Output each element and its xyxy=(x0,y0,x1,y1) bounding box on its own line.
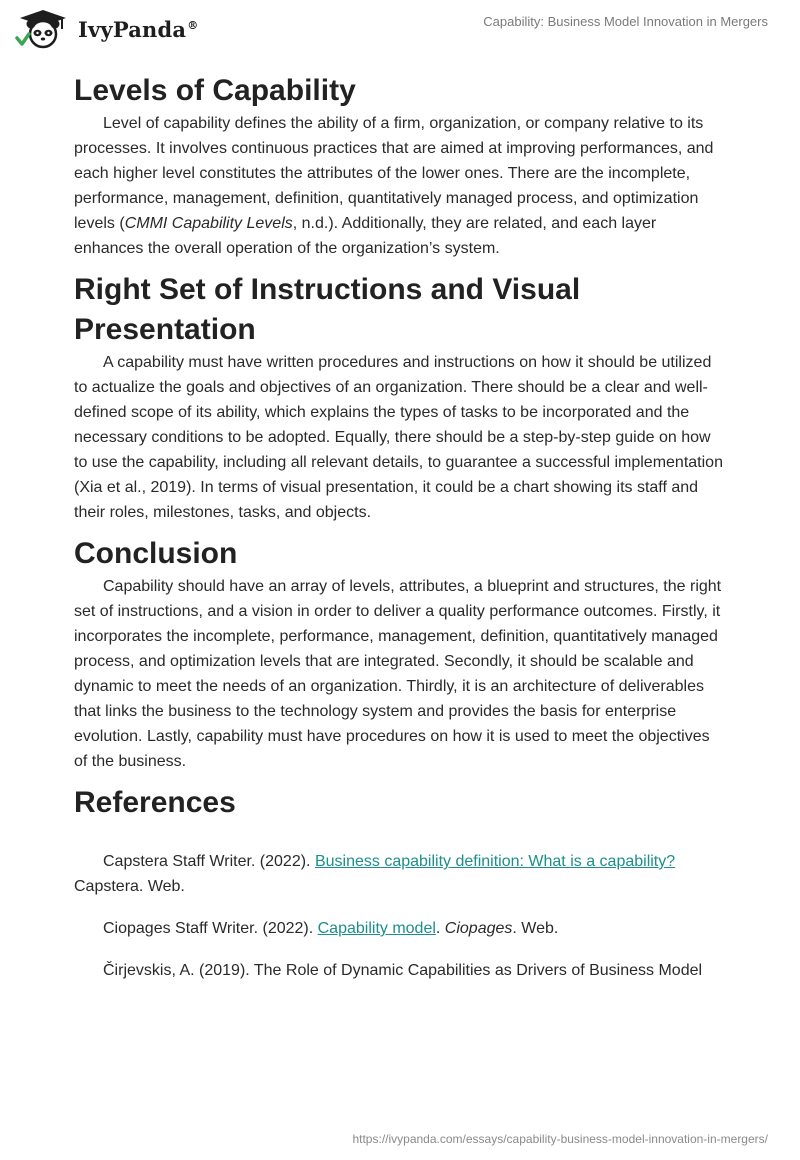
paragraph-levels-text-a: Level of capability defines the ability of a firm, organization, or company relative to its processes. It involves continuous practices that are aimed at improving performances, and each higher level constitutes the attributes of the lower ones. There are the incomplete, performance, management, definition, quantitatively managed process, and optimization levels ( xyxy=(74,115,714,232)
essay-content xyxy=(74,70,726,983)
panda-graduation-icon xyxy=(14,8,72,50)
paragraph-levels-text-b: , n.d.). Additionally, they are related, and each layer enhances the overall operation of the organization’s system. xyxy=(74,215,657,257)
reference-capstera-author: Capstera Staff Writer. (2022). xyxy=(103,853,315,870)
ivypanda-logo[interactable] xyxy=(14,8,198,50)
paragraph-conclusion: Capability should have an array of levels, attributes, a blueprint and structures, the right set of instructions, and a vision in order to deliver a quality performance outcomes. Firstly, it incorporates the incomplete, performance, management, definition, quantitatively managed process, and optimization levels that are integrated. Secondly, it should be scalable and dynamic to meet the needs of an organization. Thirdly, it is an architecture of deliverables that links the business to the technology system and provides the basis for enterprise evolution. Lastly, capability must have procedures on how it is used to meet the objectives of the business. xyxy=(74,578,722,770)
heading-instructions: Right Set of Instructions and Visual Presentation xyxy=(74,273,581,346)
logo-name: IvyPanda xyxy=(78,16,187,42)
paragraph-levels xyxy=(74,111,726,261)
heading-levels-of-capability: Levels of Capability xyxy=(74,74,356,107)
footer-url[interactable]: https://ivypanda.com/essays/capability-business-model-innovation-in-mergers/ xyxy=(352,1132,768,1146)
paragraph-instructions: A capability must have written procedures and instructions on how it should be utilized to actualize the goals and objectives of an organization. There should be a clear and well-defined scope of its ability, which explains the types of tasks to be incorporated and the necessary conditions to be adopted. Equally, there should be a step-by-step guide on how to use the capability, including all relevant details, to guarantee a successful implementation (Xia et al., 2019). In terms of visual presentation, it could be a chart showing its staff and their roles, milestones, tasks, and objects. xyxy=(74,354,723,521)
reference-capstera xyxy=(74,849,726,899)
reference-ciopages-publisher: Ciopages xyxy=(444,920,513,937)
reference-cirjevskis: Čirjevskis, A. (2019). The Role of Dynamic Capabilities as Drivers of Business Model xyxy=(103,962,703,979)
logo-wordmark xyxy=(78,17,198,42)
reference-ciopages xyxy=(74,916,726,941)
page-header xyxy=(0,0,800,60)
reference-capstera-source: Capstera. Web. xyxy=(74,878,185,895)
capstera-link[interactable]: Business capability definition: What is a capability? xyxy=(314,853,676,870)
reference-ciopages-source: . Web. xyxy=(512,920,559,937)
citation-cmmi: CMMI Capability Levels xyxy=(124,215,293,232)
running-title: Capability: Business Model Innovation in Mergers xyxy=(483,14,768,29)
reference-ciopages-author: Ciopages Staff Writer. (2022). xyxy=(103,920,318,937)
registered-mark: ® xyxy=(187,18,199,32)
heading-references: References xyxy=(74,786,236,819)
ciopages-link[interactable]: Capability model xyxy=(317,920,436,937)
heading-conclusion: Conclusion xyxy=(74,537,238,570)
reference-ciopages-sep: . xyxy=(435,920,445,937)
